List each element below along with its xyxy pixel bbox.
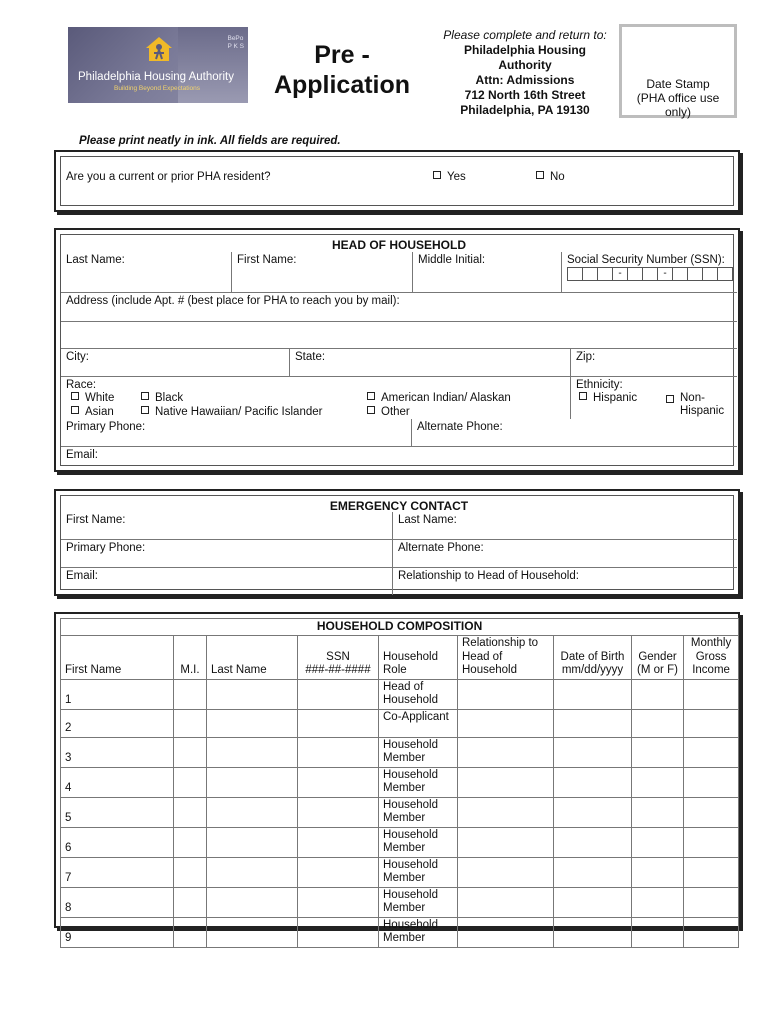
row-gender-cell[interactable] (632, 709, 684, 737)
race-black-label: Black (155, 392, 184, 404)
row-income-cell[interactable] (684, 679, 739, 709)
emergency-last-name-field[interactable]: Last Name: (393, 512, 737, 540)
return-line: Authority (498, 58, 552, 72)
row-role-line: Member (383, 782, 426, 794)
row-role-line: Household (383, 828, 438, 841)
emergency-primary-phone-field[interactable]: Primary Phone: (61, 540, 393, 568)
row-mi-cell[interactable] (174, 857, 207, 887)
asian-checkbox[interactable] (71, 406, 79, 414)
col-income-line: Income (692, 664, 730, 676)
no-checkbox[interactable] (536, 171, 544, 179)
row-dob-cell[interactable] (554, 797, 632, 827)
white-checkbox[interactable] (71, 392, 79, 400)
row-relationship-cell[interactable] (458, 857, 554, 887)
row-number: 8 (65, 902, 72, 914)
return-line: Philadelphia, PA 19130 (460, 103, 590, 117)
black-checkbox[interactable] (141, 392, 149, 400)
non-label: Non- (680, 392, 705, 404)
table-row (61, 917, 739, 947)
row-last-name-cell[interactable] (207, 857, 298, 887)
logo-side-line: BePo (227, 35, 244, 42)
stamp-line: Date Stamp (646, 77, 710, 91)
logo-side-line: P K S (227, 43, 244, 50)
row-role-line: Co-Applicant (383, 710, 449, 723)
state-field[interactable]: State: (290, 349, 571, 377)
row-dob-cell[interactable] (554, 887, 632, 917)
row-ssn-cell[interactable] (298, 887, 379, 917)
row-dob-cell[interactable] (554, 737, 632, 767)
title-line: Pre - (314, 41, 370, 69)
row-role-line: Household (383, 738, 438, 751)
non-hispanic-checkbox[interactable] (666, 395, 674, 403)
return-line: 712 North 16th Street (464, 88, 586, 102)
row-relationship-cell[interactable] (458, 917, 554, 947)
race-other-option[interactable] (367, 406, 410, 418)
row-gender-cell[interactable] (632, 679, 684, 709)
row-first-name-cell[interactable] (61, 797, 174, 827)
col-income (684, 636, 739, 680)
row-number: 9 (65, 932, 72, 944)
table-row (61, 857, 739, 887)
table-row (61, 797, 739, 827)
section-title: EMERGENCY CONTACT (329, 499, 469, 513)
logo-org-name: Philadelphia Housing Authority (78, 71, 234, 83)
row-role-line: Household (383, 858, 438, 871)
table-row (61, 887, 739, 917)
row-income-cell[interactable] (684, 857, 739, 887)
row-income-cell[interactable] (684, 827, 739, 857)
row-role-line: Head of (383, 680, 424, 693)
instructions: Please print neatly in ink. All fields are required. (79, 135, 341, 147)
row-gender-cell[interactable] (632, 827, 684, 857)
row-number: 3 (65, 752, 72, 764)
address-field[interactable] (61, 321, 737, 349)
col-role-line: Role (383, 664, 407, 676)
row-gender-cell[interactable] (632, 857, 684, 887)
no-label: No (550, 171, 565, 183)
row-income-cell[interactable] (684, 709, 739, 737)
ethnicity-group (571, 377, 737, 419)
last-name-field[interactable]: Last Name: (61, 252, 232, 293)
emergency-inner (60, 495, 734, 590)
row-gender-cell[interactable] (632, 737, 684, 767)
row-relationship-cell[interactable] (458, 679, 554, 709)
date-stamp-box (619, 24, 737, 118)
col-first-name: First Name (61, 636, 174, 680)
row-last-name-cell[interactable] (207, 827, 298, 857)
row-first-name-cell[interactable] (61, 827, 174, 857)
return-intro: Please complete and return to: (443, 28, 607, 42)
row-income-cell[interactable] (684, 737, 739, 767)
row-number: 2 (65, 722, 72, 734)
row-mi-cell[interactable] (174, 827, 207, 857)
emergency-contact-section (54, 489, 740, 596)
race-white-option[interactable] (71, 392, 114, 404)
col-dob-line: Date of Birth (560, 650, 625, 663)
row-first-name-cell[interactable] (61, 709, 174, 737)
col-gender (632, 636, 684, 680)
col-rel-line: Household (462, 664, 517, 676)
row-role-line: Member (383, 872, 426, 884)
stamp-line: only) (664, 105, 691, 119)
row-first-name-cell[interactable] (61, 767, 174, 797)
household-table (60, 618, 739, 948)
race-other-label: Other (381, 406, 410, 418)
row-role-line: Household (383, 798, 438, 811)
row-role-line: Household (383, 694, 438, 706)
hispanic2-label: Hispanic (680, 405, 725, 417)
household-rows (61, 679, 739, 947)
row-mi-cell[interactable] (174, 917, 207, 947)
head-of-household-section (54, 228, 740, 472)
zip-field[interactable]: Zip: (571, 349, 737, 377)
row-dob-cell[interactable] (554, 857, 632, 887)
row-relationship-cell[interactable] (458, 737, 554, 767)
row-dob-cell[interactable] (554, 917, 632, 947)
col-role-line: Household (383, 650, 438, 663)
stamp-line: (PHA office use (636, 91, 720, 105)
row-ssn-cell[interactable] (298, 827, 379, 857)
form-title (262, 40, 422, 100)
logo-tagline: Building Beyond Expectations (114, 85, 201, 92)
col-mi: M.I. (174, 636, 207, 680)
col-rel-line: Relationship to (462, 637, 539, 649)
row-income-cell[interactable] (684, 887, 739, 917)
primary-phone-field[interactable]: Primary Phone: (61, 419, 412, 447)
row-relationship-cell[interactable] (458, 709, 554, 737)
col-ssn-line: SSN (326, 650, 350, 663)
row-ssn-cell[interactable] (298, 797, 379, 827)
row-last-name-cell[interactable] (207, 797, 298, 827)
row-ssn-cell[interactable] (298, 767, 379, 797)
section-title: HEAD OF HOUSEHOLD (331, 238, 466, 252)
ethnicity-hispanic-option[interactable] (579, 392, 637, 404)
resident-section (54, 150, 740, 212)
head-inner (60, 234, 734, 466)
row-income-cell[interactable] (684, 797, 739, 827)
middle-initial-field[interactable]: Middle Initial: (413, 252, 562, 293)
row-relationship-cell[interactable] (458, 767, 554, 797)
row-last-name-cell[interactable] (207, 767, 298, 797)
row-role-cell (379, 917, 458, 947)
row-role-line: Household (383, 888, 438, 901)
col-income-line: Monthly (690, 637, 732, 649)
race-asian-option[interactable] (71, 406, 114, 418)
row-number: 7 (65, 872, 72, 884)
resident-yes-option[interactable] (433, 171, 466, 183)
emergency-first-name-field[interactable]: First Name: (61, 512, 393, 540)
race-white-label: White (85, 392, 115, 404)
other-checkbox[interactable] (367, 406, 375, 414)
row-last-name-cell[interactable] (207, 887, 298, 917)
race-american-indian-option[interactable] (367, 392, 511, 404)
row-first-name-cell[interactable] (61, 679, 174, 709)
return-address (424, 28, 626, 118)
ethnicity-non-hispanic-option[interactable] (666, 392, 724, 418)
row-role-cell (379, 887, 458, 917)
row-ssn-cell[interactable] (298, 709, 379, 737)
emergency-email-field[interactable]: Email: (61, 568, 393, 595)
row-role-line: Member (383, 812, 426, 824)
row-role-cell (379, 767, 458, 797)
logo-side-text (227, 35, 244, 51)
row-mi-cell[interactable] (174, 679, 207, 709)
row-role-cell (379, 679, 458, 709)
col-ssn-line: ###-##-#### (305, 664, 371, 676)
table-row (61, 737, 739, 767)
emergency-alternate-phone-field[interactable]: Alternate Phone: (393, 540, 737, 568)
row-dob-cell[interactable] (554, 709, 632, 737)
row-mi-cell[interactable] (174, 767, 207, 797)
row-role-cell (379, 709, 458, 737)
row-ssn-cell[interactable] (298, 857, 379, 887)
row-gender-cell[interactable] (632, 767, 684, 797)
title-line: Application (273, 71, 411, 99)
row-number: 1 (65, 694, 72, 706)
row-mi-cell[interactable] (174, 887, 207, 917)
col-ssn (298, 636, 379, 680)
race-hawaiian-option[interactable] (141, 406, 322, 418)
row-role-cell (379, 827, 458, 857)
table-row (61, 827, 739, 857)
row-income-cell[interactable] (684, 767, 739, 797)
col-relationship (458, 636, 554, 680)
race-asian-label: Asian (85, 406, 114, 418)
table-row (61, 767, 739, 797)
address-label: Address (include Apt. # (best place for PHA to reach you by mail): (66, 295, 400, 307)
row-first-name-cell[interactable] (61, 737, 174, 767)
row-role-line: Household (383, 768, 438, 781)
row-first-name-cell[interactable] (61, 917, 174, 947)
emergency-relationship-field[interactable]: Relationship to Head of Household: (398, 570, 579, 582)
yes-label: Yes (447, 171, 466, 183)
household-composition-section (54, 612, 740, 944)
row-last-name-cell[interactable] (207, 679, 298, 709)
resident-inner (60, 156, 734, 206)
ssn-boxes[interactable]: - - (567, 267, 732, 281)
col-rel-line: Head of (462, 650, 503, 663)
row-ssn-cell[interactable] (298, 679, 379, 709)
row-number: 5 (65, 812, 72, 824)
row-role-line: Household (383, 918, 438, 931)
race-group (61, 377, 571, 419)
row-last-name-cell[interactable] (207, 709, 298, 737)
row-gender-cell[interactable] (632, 797, 684, 827)
ethnicity-label: Ethnicity: (576, 379, 623, 391)
email-field[interactable]: Email: (66, 449, 98, 461)
row-ssn-cell[interactable] (298, 917, 379, 947)
section-title: HOUSEHOLD COMPOSITION (61, 619, 739, 636)
col-role (379, 636, 458, 680)
return-line: Philadelphia Housing (463, 43, 586, 57)
table-row (61, 679, 739, 709)
row-mi-cell[interactable] (174, 709, 207, 737)
resident-question: Are you a current or prior PHA resident? (66, 171, 271, 183)
col-income-line: Gross (695, 650, 727, 663)
row-role-cell (379, 797, 458, 827)
row-number: 6 (65, 842, 72, 854)
ssn-label: Social Security Number (SSN): (567, 254, 725, 266)
row-mi-cell[interactable] (174, 797, 207, 827)
col-dob (554, 636, 632, 680)
row-role-cell (379, 737, 458, 767)
row-dob-cell[interactable] (554, 679, 632, 709)
first-name-field[interactable]: First Name: (232, 252, 413, 293)
non-hispanic-label (680, 392, 724, 418)
row-number: 4 (65, 782, 72, 794)
race-label: Race: (66, 379, 97, 391)
ssn-field[interactable] (562, 252, 737, 293)
row-relationship-cell[interactable] (458, 827, 554, 857)
race-black-option[interactable] (141, 392, 183, 404)
col-dob-line: mm/dd/yyyy (561, 664, 624, 676)
row-gender-cell[interactable] (632, 917, 684, 947)
row-relationship-cell[interactable] (458, 797, 554, 827)
race-hawaiian-label: Native Hawaiian/ Pacific Islander (155, 406, 323, 418)
city-field[interactable]: City: (61, 349, 290, 377)
row-role-line: Member (383, 752, 426, 764)
pha-logo (68, 27, 248, 103)
row-role-line: Member (383, 902, 426, 914)
col-gender-line: Gender (638, 650, 677, 663)
row-ssn-cell[interactable] (298, 737, 379, 767)
row-first-name-cell[interactable] (61, 887, 174, 917)
row-role-cell (379, 857, 458, 887)
col-gender-line: (M or F) (637, 664, 678, 676)
alternate-phone-field[interactable]: Alternate Phone: (412, 419, 737, 447)
hispanic-checkbox[interactable] (579, 392, 587, 400)
row-dob-cell[interactable] (554, 767, 632, 797)
row-relationship-cell[interactable] (458, 887, 554, 917)
row-first-name-cell[interactable] (61, 857, 174, 887)
row-mi-cell[interactable] (174, 737, 207, 767)
house-figure-icon (144, 35, 174, 63)
row-last-name-cell[interactable] (207, 737, 298, 767)
row-role-line: Member (383, 842, 426, 854)
row-dob-cell[interactable] (554, 827, 632, 857)
hispanic-label: Hispanic (593, 392, 638, 404)
american-indian-checkbox[interactable] (367, 392, 375, 400)
row-last-name-cell[interactable] (207, 917, 298, 947)
hawaiian-checkbox[interactable] (141, 406, 149, 414)
row-income-cell[interactable] (684, 917, 739, 947)
col-last-name: Last Name (207, 636, 298, 680)
race-american-indian-label: American Indian/ Alaskan (381, 392, 511, 404)
table-row (61, 709, 739, 737)
row-role-line: Member (383, 932, 426, 944)
row-gender-cell[interactable] (632, 887, 684, 917)
return-line: Attn: Admissions (475, 73, 575, 87)
yes-checkbox[interactable] (433, 171, 441, 179)
resident-no-option[interactable] (536, 171, 565, 183)
